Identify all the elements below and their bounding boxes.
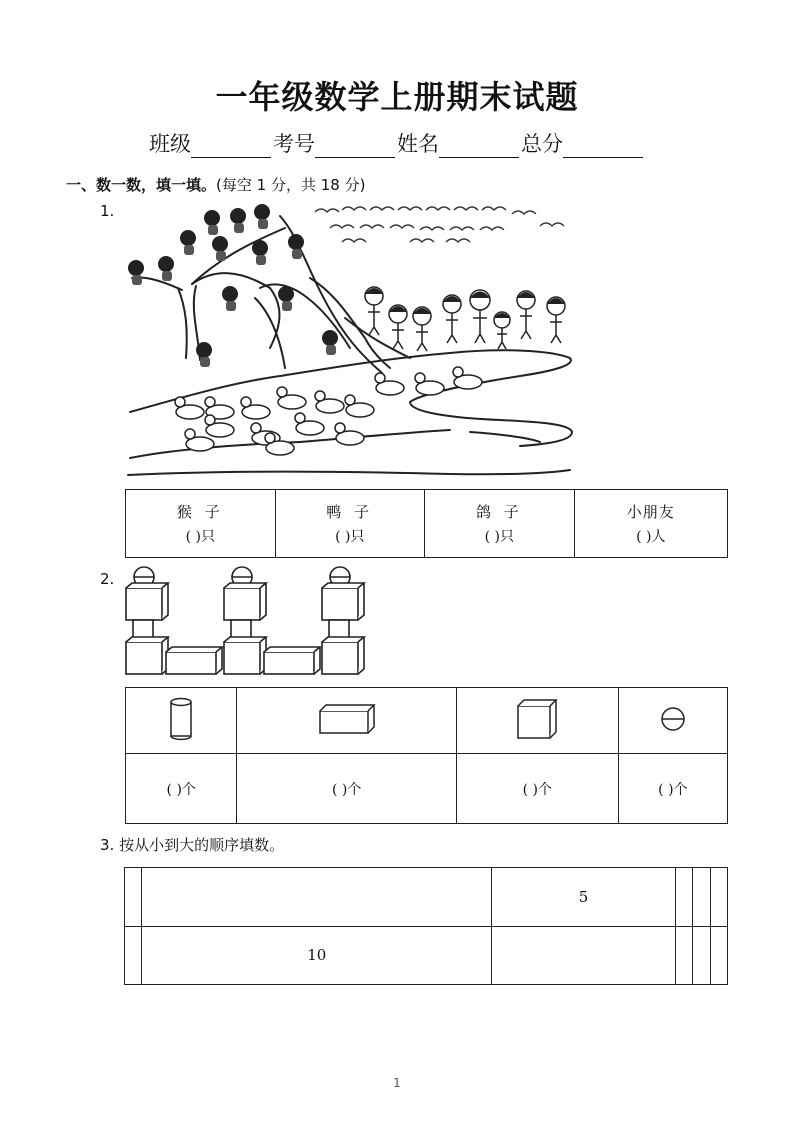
field-class-blank[interactable] (191, 135, 271, 158)
cuboid-icon (317, 702, 377, 736)
blank-cube[interactable]: ( )个 (522, 781, 552, 798)
shape-cell-cuboid (237, 688, 456, 754)
number-cell[interactable] (693, 868, 710, 927)
number-cell[interactable] (125, 926, 142, 985)
number-cell[interactable] (675, 868, 692, 927)
blank-sphere[interactable]: ( )个 (658, 781, 688, 798)
number-cell[interactable] (142, 868, 492, 927)
blank-cuboid[interactable]: ( )个 (331, 781, 362, 798)
section-1-score-note: (每空 1 分，共 18 分) (216, 176, 366, 194)
page-number: 1 (393, 1076, 401, 1090)
page-title: 一年级数学上册期末试题 (215, 78, 579, 116)
table-row (125, 868, 728, 927)
number-cell[interactable] (125, 868, 142, 927)
field-total-score-label: 总分 (521, 132, 563, 156)
section-1-heading (66, 174, 365, 195)
blank-duck[interactable]: ( )只 (335, 529, 365, 545)
question-3-number: 3. (100, 836, 115, 854)
number-cell[interactable] (710, 868, 727, 927)
field-total-score-blank[interactable] (563, 135, 643, 158)
number-cell: 10 (142, 926, 492, 985)
question-2-number: 2. (100, 570, 115, 588)
count-cell-children[interactable] (574, 490, 727, 558)
student-info-line (0, 128, 794, 158)
label-monkey: 猴 子 (176, 503, 224, 521)
number-cell[interactable] (693, 926, 710, 985)
field-exam-number-blank[interactable] (315, 135, 395, 158)
shape-count-sphere[interactable] (618, 754, 727, 824)
shape-count-table (125, 687, 728, 824)
question-3 (100, 834, 284, 855)
count-cell-pigeon[interactable] (425, 490, 575, 558)
shape-cell-cylinder (126, 688, 237, 754)
field-total-score (521, 128, 645, 158)
blank-pigeon[interactable]: ( )只 (484, 529, 515, 545)
count-cell-monkey[interactable] (126, 490, 276, 558)
field-name-blank[interactable] (439, 135, 519, 158)
shape-cell-cube (456, 688, 618, 754)
table-row (126, 490, 728, 558)
cylinder-icon (166, 697, 196, 741)
number-cell[interactable] (675, 926, 692, 985)
number-cell[interactable] (492, 926, 676, 985)
field-exam-number (273, 128, 397, 158)
number-cell[interactable] (710, 926, 727, 985)
table-row (125, 926, 728, 985)
section-1-title: 一、数一数，填一填。 (66, 176, 217, 194)
shape-count-cube[interactable] (456, 754, 618, 824)
count-cell-duck[interactable] (275, 490, 425, 558)
blank-cylinder[interactable]: ( )个 (166, 781, 196, 798)
field-name (397, 128, 521, 158)
sphere-icon (659, 705, 687, 733)
number-order-table (124, 867, 728, 985)
block-structure-illustration (120, 562, 370, 680)
animal-count-table (125, 489, 728, 558)
table-row (126, 688, 728, 754)
field-class-label: 班级 (149, 132, 191, 156)
cube-icon (515, 697, 559, 741)
field-class (149, 128, 273, 158)
blank-children[interactable]: ( )人 (636, 529, 666, 545)
counting-scene-illustration (120, 198, 580, 486)
question-3-instruction: 按从小到大的顺序填数。 (119, 836, 285, 854)
label-duck: 鸭 子 (326, 503, 374, 521)
number-cell: 5 (492, 868, 676, 927)
question-1-number: 1. (100, 202, 115, 220)
field-name-label: 姓名 (397, 132, 439, 156)
blank-monkey[interactable]: ( )只 (185, 529, 215, 545)
table-row (126, 754, 728, 824)
shape-count-cylinder[interactable] (126, 754, 237, 824)
shape-count-cuboid[interactable] (237, 754, 456, 824)
label-children: 小朋友 (626, 503, 675, 521)
label-pigeon: 鸽 子 (475, 503, 523, 521)
shape-cell-sphere (618, 688, 727, 754)
field-exam-number-label: 考号 (273, 132, 315, 156)
